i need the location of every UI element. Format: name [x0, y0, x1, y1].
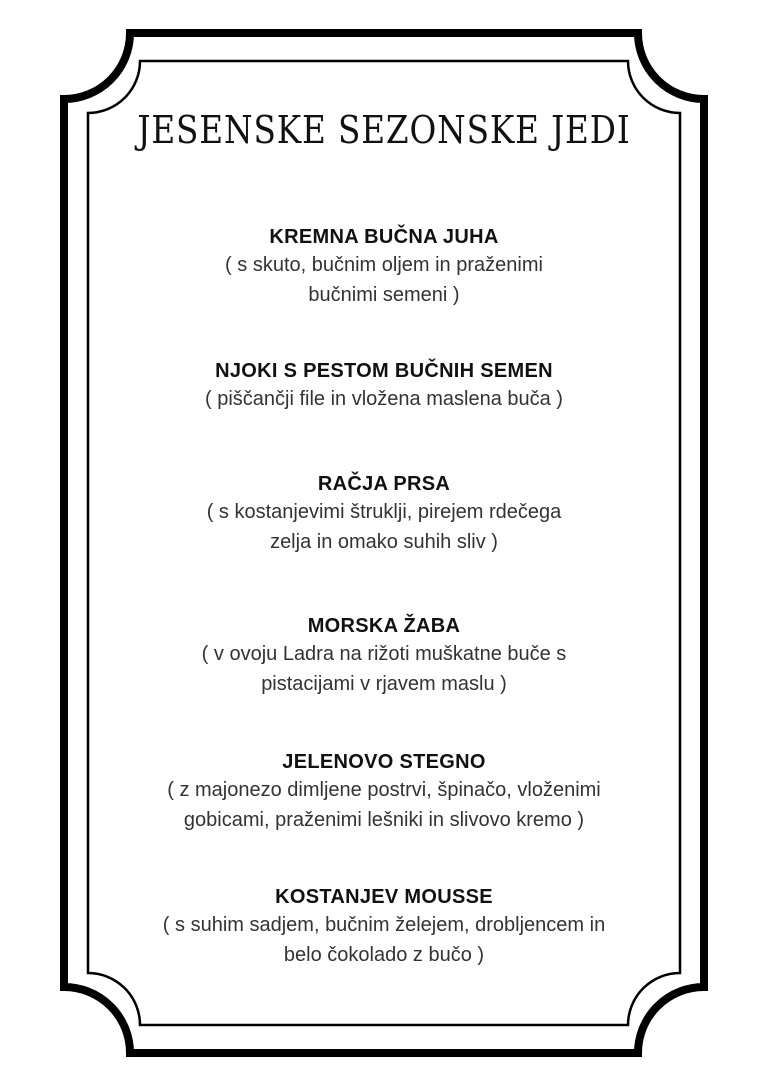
menu-item-desc-line: ( s skuto, bučnim oljem in praženimi: [225, 254, 543, 276]
menu-item-name: KREMNA BUČNA JUHA: [269, 226, 499, 248]
menu-item-desc-line: ( z majonezo dimljene postrvi, špinačo, vloženimi: [167, 779, 601, 801]
menu-item-name: JELENOVO STEGNO: [282, 751, 486, 773]
menu-item-desc-line: gobicami, praženimi lešniki in slivovo kremo ): [183, 809, 585, 831]
menu-item-desc-line: belo čokolado z bučo ): [283, 944, 485, 966]
menu-item-desc-line: pistacijami v rjavem maslu ): [261, 673, 507, 695]
menu-item-desc-line: bučnimi semeni ): [308, 284, 460, 306]
menu-item-name: MORSKA ŽABA: [307, 615, 461, 637]
menu-item: [100, 224, 668, 310]
menu-item-desc-line: zelja in omako suhih sliv ): [270, 531, 498, 553]
menu-item-desc-line: ( v ovoju Ladra na rižoti muškatne buče s: [201, 643, 567, 665]
menu-item-desc-line: ( s suhim sadjem, bučnim želejem, drobljencem in: [162, 914, 606, 936]
menu-item: [100, 749, 668, 835]
menu-item-name: KOSTANJEV MOUSSE: [275, 886, 493, 908]
menu-item: [100, 884, 668, 970]
menu-item: [100, 358, 668, 414]
menu-item-desc-line: ( piščančji file in vložena maslena buča ): [205, 388, 563, 410]
menu-item-desc-line: ( s kostanjevimi štruklji, pirejem rdečega: [206, 501, 562, 523]
menu-item-name: NJOKI S PESTOM BUČNIH SEMEN: [215, 360, 553, 382]
menu-title: JESENSKE SEZONSKE JEDI: [137, 108, 631, 152]
menu-item: [100, 471, 668, 557]
menu-item: [100, 613, 668, 699]
menu-item-name: RAČJA PRSA: [317, 473, 451, 495]
